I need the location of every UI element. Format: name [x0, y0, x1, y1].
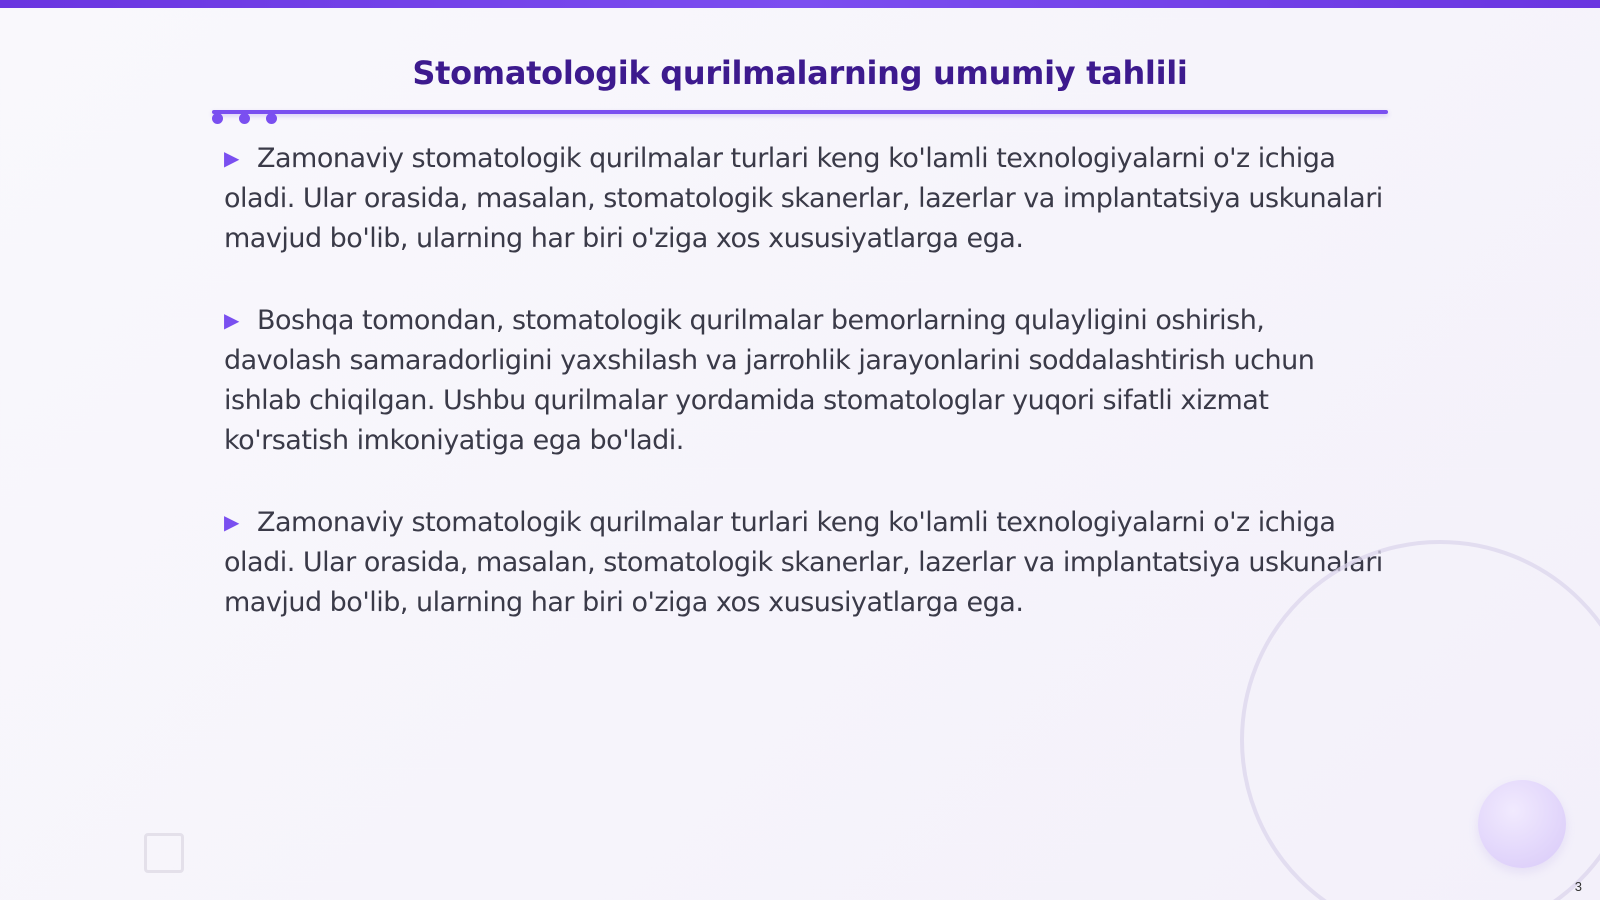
bullet-text-2: Boshqa tomondan, stomatologik qurilmalar bemorlarning qulayligini oshirish, davolash samaradorligini yaxshilash va jarrohlik jarayonlarini soddalashtirish uchun ishlab chiqilgan. Ushbu qurilmalar yordamida stomatologlar yuqori sifatli xizmat ko'rsatish imkoniyatiga ega bo'ladi.: [224, 305, 1315, 456]
underline-dot-3: [266, 113, 277, 124]
underline-dot-2: [239, 113, 250, 124]
decorative-square: [144, 833, 184, 873]
bullet-paragraph-3: [224, 502, 1389, 623]
underline-dot-1: [212, 113, 223, 124]
bullet-arrow-icon: ▶: [224, 146, 239, 170]
top-accent-bar: [0, 0, 1600, 8]
slide-title: Stomatologik qurilmalarning umumiy tahlili: [412, 54, 1188, 92]
decorative-orb: [1478, 780, 1566, 868]
bullet-list: [224, 138, 1389, 664]
bullet-arrow-icon: ▶: [224, 510, 239, 534]
bullet-paragraph-2: [224, 300, 1389, 461]
bullet-arrow-icon: ▶: [224, 308, 239, 332]
title-underline: [212, 110, 1388, 114]
bullet-text-1: Zamonaviy stomatologik qurilmalar turlari keng ko'lamli texnologiyalarni o'z ichiga oladi. Ular orasida, masalan, stomatologik skanerlar, lazerlar va implantatsiya uskunalari mavjud bo'lib, ularning har biri o'ziga xos xususiyatlarga ega.: [224, 143, 1383, 254]
bullet-text-3: Zamonaviy stomatologik qurilmalar turlari keng ko'lamli texnologiyalarni o'z ichiga oladi. Ular orasida, masalan, stomatologik skanerlar, lazerlar va implantatsiya uskunalari mavjud bo'lib, ularning har biri o'ziga xos xususiyatlarga ega.: [224, 507, 1383, 618]
bullet-paragraph-1: [224, 138, 1389, 259]
page-number: 3: [1574, 879, 1582, 894]
